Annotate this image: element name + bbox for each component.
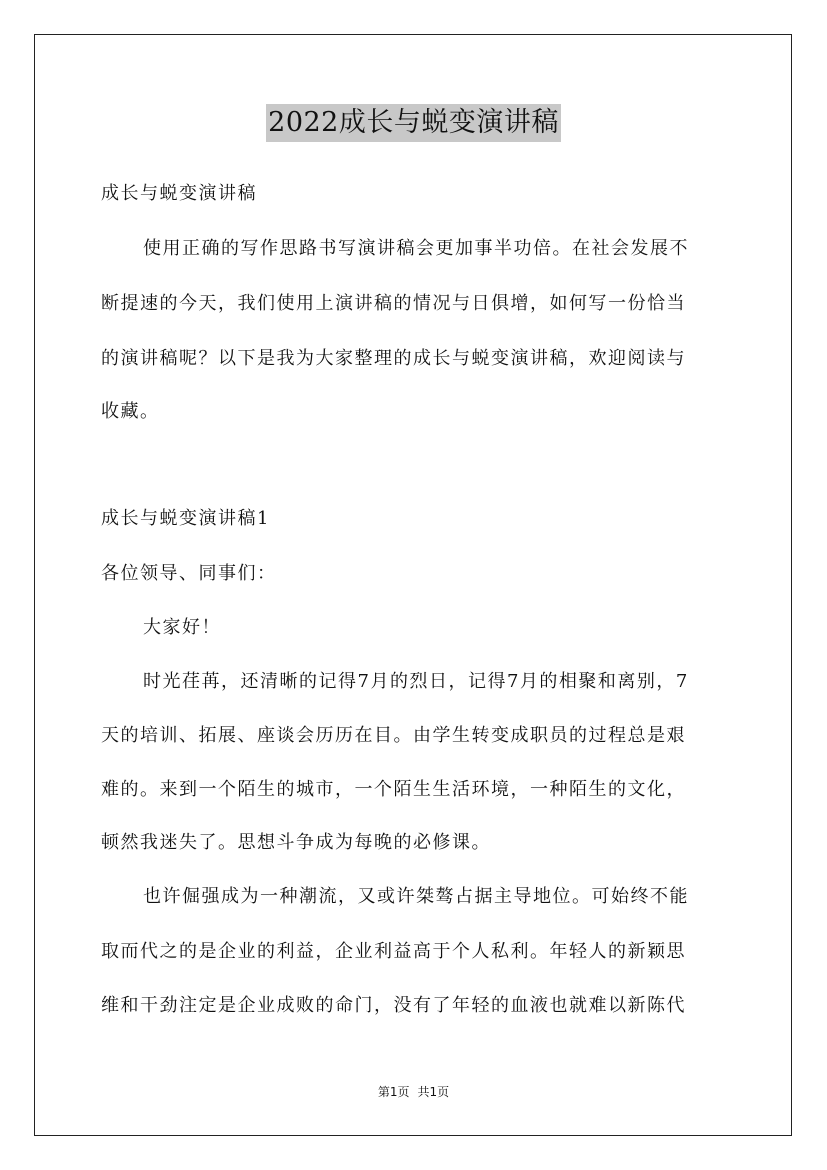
subtitle-line: 成长与蜕变演讲稿 <box>101 183 257 204</box>
paragraph-line: 天的培训、拓展、座谈会历历在目。由学生转变成职员的过程总是艰 <box>101 725 686 746</box>
paragraph-line: 取而代之的是企业的利益，企业利益高于个人私利。年轻人的新颖思 <box>101 941 686 962</box>
page-number: 第1页 <box>377 1085 410 1099</box>
paragraph-line: 难的。来到一个陌生的城市，一个陌生生活环境，一种陌生的文化， <box>101 779 686 800</box>
document-title[interactable]: 2022成长与蜕变演讲稿 <box>266 104 561 142</box>
paragraph-line: 维和干劲注定是企业成败的命门，没有了年轻的血液也就难以新陈代 <box>101 995 686 1016</box>
paragraph-line: 的演讲稿呢？以下是我为大家整理的成长与蜕变演讲稿，欢迎阅读与 <box>101 348 686 369</box>
greeting-line: 大家好！ <box>143 617 221 638</box>
paragraph-line: 也许倔强成为一种潮流，又或许桀骜占据主导地位。可始终不能 <box>143 886 689 907</box>
paragraph-line: 顿然我迷失了。思想斗争成为每晚的必修课。 <box>101 832 491 853</box>
paragraph-line: 收藏。 <box>101 401 160 422</box>
salutation-line: 各位领导、同事们： <box>101 563 277 584</box>
section-heading: 成长与蜕变演讲稿1 <box>101 508 270 529</box>
paragraph-line: 使用正确的写作思路书写演讲稿会更加事半功倍。在社会发展不 <box>143 238 689 259</box>
title-wrap <box>0 104 827 142</box>
page-footer <box>0 1084 827 1100</box>
page-total: 共1页 <box>417 1085 450 1099</box>
paragraph-line: 时光荏苒，还清晰的记得7月的烈日，记得7月的相聚和离别，7 <box>143 671 689 692</box>
paragraph-line: 断提速的今天，我们使用上演讲稿的情况与日俱增，如何写一份恰当 <box>101 293 686 314</box>
